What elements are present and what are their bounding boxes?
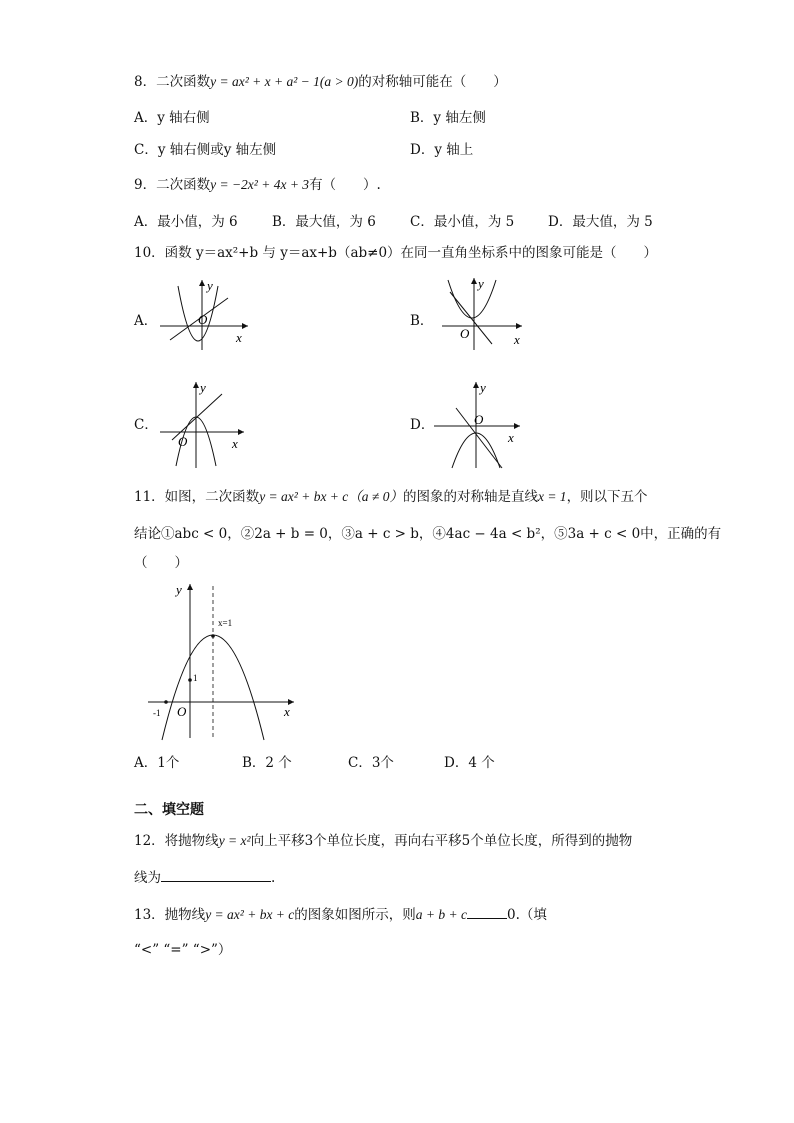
q13-prefix: 13．抛物线 bbox=[134, 907, 206, 923]
q13-expr: a + b + c bbox=[415, 907, 468, 922]
q9-formula: y = −2x² + 4x + 3 bbox=[210, 177, 310, 192]
q10d-x-label: x bbox=[508, 430, 514, 445]
q10-option-b[interactable]: B． bbox=[410, 313, 434, 329]
q9-option-c[interactable]: C．最小值，为 5 bbox=[410, 214, 515, 230]
q10-option-a[interactable]: A． bbox=[134, 313, 158, 329]
q9-stem-prefix: 9．二次函数 bbox=[134, 177, 211, 193]
q13-answer-blank[interactable] bbox=[467, 904, 507, 919]
q11-option-c[interactable]: C．3个 bbox=[348, 755, 394, 771]
q11-line1-end: ，则以下五个 bbox=[566, 489, 648, 505]
q11-axis-label: x=1 bbox=[218, 618, 233, 628]
q12-formula: y = x² bbox=[218, 833, 251, 848]
q10-graph-c bbox=[158, 378, 258, 470]
q12-line1-prefix: 12．将抛物线 bbox=[134, 833, 219, 849]
q13-suffix: 0.（填 bbox=[507, 907, 547, 923]
q13-stem-line2: “<” “=” “>”） bbox=[134, 942, 232, 958]
q8-stem-prefix: 8．二次函数 bbox=[134, 74, 211, 90]
q9-option-b[interactable]: B．最大值，为 6 bbox=[272, 214, 376, 230]
q11-line1-axis: x = 1 bbox=[537, 489, 567, 504]
q10c-y-label: y bbox=[200, 380, 206, 395]
q10-graph-a bbox=[158, 276, 258, 352]
q11-line1-formula: y = ax² + bx + c（a ≠ 0） bbox=[259, 489, 403, 504]
q10c-origin-label: O bbox=[178, 434, 188, 449]
q11-y-label: y bbox=[176, 582, 182, 597]
q11-tick-one: 1 bbox=[193, 673, 198, 683]
q9-stem bbox=[134, 175, 381, 195]
q10-option-d[interactable]: D． bbox=[410, 417, 435, 433]
section-title: 二、填空题 bbox=[134, 802, 204, 818]
q12-stem-line2 bbox=[134, 867, 275, 888]
q11-stem-line1 bbox=[134, 487, 648, 507]
q10a-y-label: y bbox=[207, 278, 213, 293]
q10b-x-label: x bbox=[514, 332, 520, 347]
q9-option-a[interactable]: A．最小值，为 6 bbox=[134, 214, 238, 230]
q8-stem bbox=[134, 72, 507, 92]
q12-answer-blank[interactable] bbox=[161, 867, 271, 882]
q10-stem: 10．函数 y＝ax²+b 与 y＝ax+b（ab≠0）在同一直角坐标系中的图象可能是（ ） bbox=[134, 245, 658, 261]
q10d-y-label: y bbox=[480, 380, 486, 395]
q11-option-b[interactable]: B．2 个 bbox=[242, 755, 292, 771]
q10a-x-label: x bbox=[236, 330, 242, 345]
q12-line2-prefix: 线为 bbox=[134, 870, 161, 886]
q8-option-b[interactable]: B．y 轴左侧 bbox=[410, 110, 486, 126]
q11-option-d[interactable]: D．4 个 bbox=[444, 755, 495, 771]
q10-graph-b bbox=[434, 274, 534, 350]
q8-option-d[interactable]: D．y 轴上 bbox=[410, 142, 474, 158]
q10b-y-label: y bbox=[478, 276, 484, 291]
q10b-origin-label: O bbox=[460, 326, 470, 341]
q9-option-d[interactable]: D．最大值，为 5 bbox=[548, 214, 653, 230]
q11-stem-line3: （ ） bbox=[134, 555, 188, 571]
q12-line1-suffix: 向上平移3个单位长度，再向右平移5个单位长度，所得到的抛物 bbox=[250, 833, 633, 849]
q10-option-c[interactable]: C． bbox=[134, 417, 158, 433]
q11-line1-suffix: 的图象的对称轴是直线 bbox=[402, 489, 538, 505]
q10-graph-d bbox=[432, 378, 532, 470]
q9-stem-suffix: 有（ ）. bbox=[309, 177, 381, 193]
q12-line2-suffix: . bbox=[271, 870, 276, 886]
q11-line1-prefix: 11．如图，二次函数 bbox=[134, 489, 260, 505]
q11-graph bbox=[144, 580, 300, 742]
q11-tick-minus-one: -1 bbox=[153, 708, 161, 718]
q8-formula: y = ax² + x + a² − 1(a > 0) bbox=[210, 74, 359, 89]
q8-option-a[interactable]: A．y 轴右侧 bbox=[134, 110, 210, 126]
q11-origin-label: O bbox=[177, 704, 187, 719]
q10d-origin-label: O bbox=[474, 412, 484, 427]
q10c-x-label: x bbox=[232, 436, 238, 451]
q12-stem-line1 bbox=[134, 831, 632, 851]
q13-formula: y = ax² + bx + c bbox=[205, 907, 295, 922]
q8-stem-suffix: 的对称轴可能在（ ） bbox=[358, 74, 507, 90]
q11-stem-line2: 结论①abc < 0，②2a + b = 0，③a + c > b，④4ac − 4a < b²，⑤3a + c < 0中，正确的有 bbox=[134, 526, 722, 542]
q11-option-a[interactable]: A．1个 bbox=[134, 755, 180, 771]
q13-stem-line1 bbox=[134, 904, 547, 925]
q13-middle: 的图象如图所示，则 bbox=[294, 907, 416, 923]
q11-x-label: x bbox=[284, 704, 290, 719]
q8-option-c[interactable]: C．y 轴右侧或y 轴左侧 bbox=[134, 142, 277, 158]
q10a-origin-label: O bbox=[198, 312, 208, 327]
